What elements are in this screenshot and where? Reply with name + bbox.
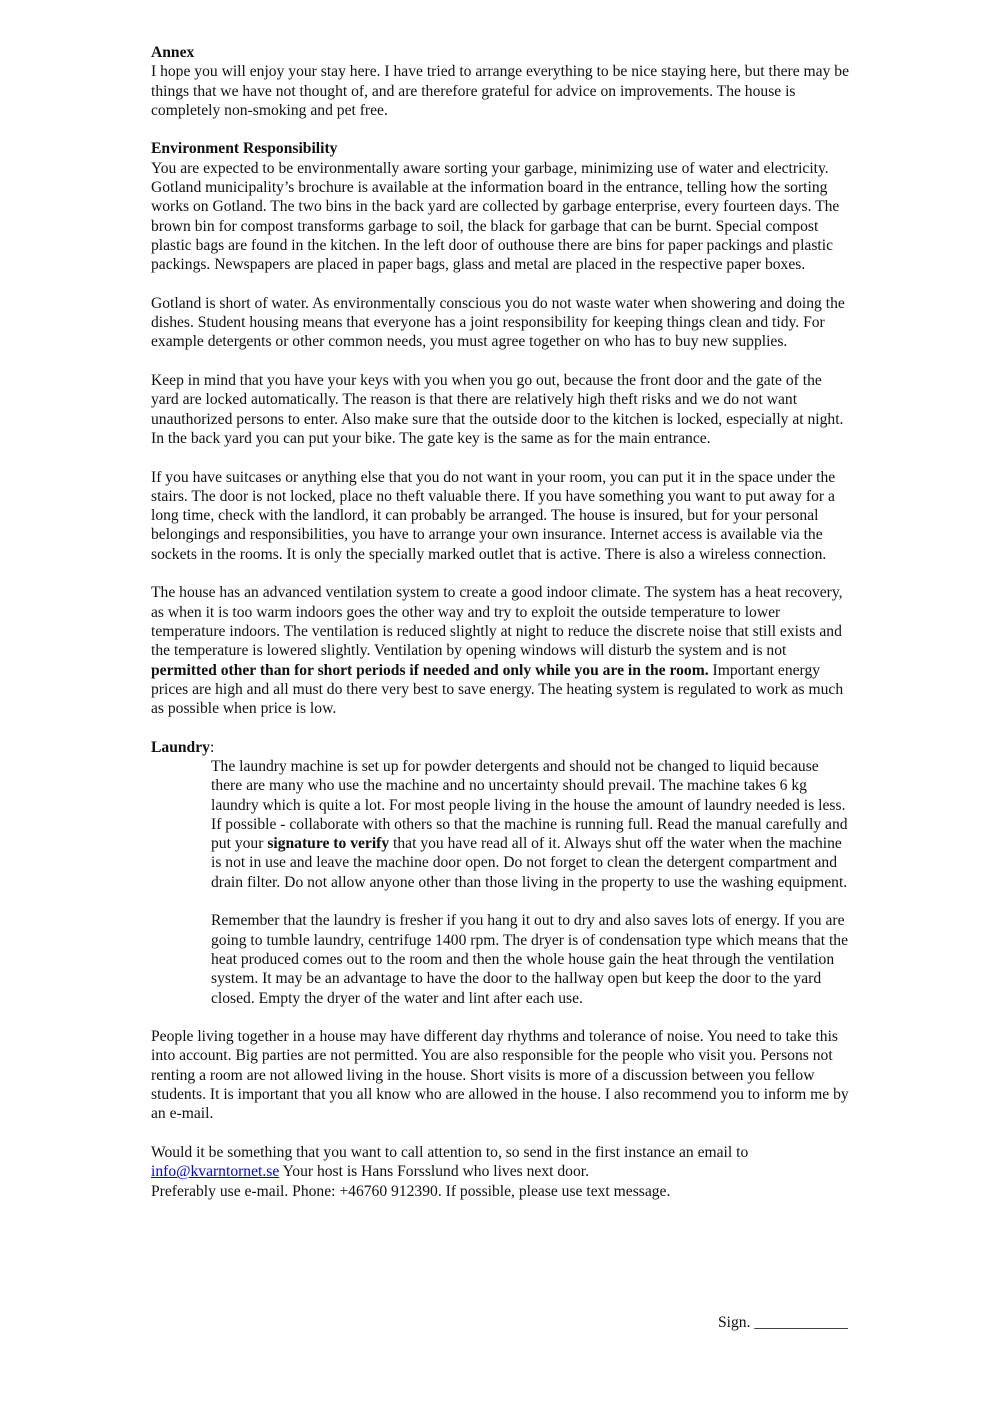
host-text: Your host is Hans Forsslund who lives next door.: [279, 1163, 589, 1181]
laundry-heading-colon: :: [209, 738, 215, 756]
email-link[interactable]: info@kvarntornet.se: [151, 1163, 280, 1181]
laundry-text-start: The laundry machine is set up for powder detergents and should not be changed to liquid because there are many who use the machine and no uncertainty should prevail. The machine takes 6 kg laundry which is quite a lot. For most people living in the house the amount of laundry needed is less. If possible - collaborate with others so that the machine is running full. Read the manual carefully and put your: [211, 757, 848, 853]
ventilation-text-start: The house has an advanced ventilation system to create a good indoor climate. The system has a heat recovery, as when it is too warm indoors goes the other way and try to exploit the outside temperature to lower temperature indoors. The ventilation is reduced slightly at night to reduce the discrete noise that still exists and the temperature is lowered slightly. Ventilation by opening windows will disturb the system and is not: [151, 584, 843, 660]
environment-paragraph-ventilation: [151, 583, 851, 718]
signature-field: [718, 1314, 848, 1332]
environment-paragraph-water: Gotland is short of water. As environmentally conscious you do not waste water when showering and doing the dishes. Student housing means that everyone has a joint responsibility for keeping things clean and tidy. For example detergents or other common needs, you must agree together on who has to buy new supplies.: [151, 294, 845, 351]
ventilation-text-bold: permitted other than for short periods if needed and only while you are in the room.: [151, 661, 709, 679]
document-page: [151, 43, 851, 1201]
living-together-paragraph: People living together in a house may have different day rhythms and tolerance of noise. You need to take this into account. Big parties are not permitted. You are also responsible for the people who visit you. Persons not renting a room are not allowed living in the house. Short visits is more of a discussion between you fellow students. It is important that you all know who are allowed in the house. I also recommend you to inform me by an e-mail.: [151, 1028, 849, 1123]
laundry-text-end: that you have read all of it. Always shut off the water when the machine is not in use and leave the machine door open. Do not forget to clean the detergent compartment and drain filter. Do not allow anyone other than those living in the property to use the washing equipment.: [211, 835, 848, 891]
laundry-paragraph-dryer: Remember that the laundry is fresher if you hang it out to dry and also saves lots of energy. If you are going to tumble laundry, centrifuge 1400 rpm. The dryer is of condensation type which means that the heat produced comes out to the room and then the whole house gain the heat through the ventilation system. It may be an advantage to have the door to the hallway open but keep the door to the yard closed. Empty the dryer of the water and lint after each use.: [211, 912, 849, 1007]
sign-line: ____________: [754, 1314, 848, 1331]
ventilation-text-end: Important energy prices are high and all must do there very best to save energy. The heating system is regulated to work as much as possible when price is low.: [151, 661, 844, 718]
sign-label: Sign.: [718, 1314, 751, 1331]
laundry-paragraph-machine: [211, 757, 851, 892]
laundry-heading: Laundry: [151, 738, 210, 756]
environment-paragraph-storage: If you have suitcases or anything else that you do not want in your room, you can put it in the space under the stairs. The door is not locked, place no theft valuable there. If you have something you want to put away for a long time, check with the landlord, it can probably be arranged. The house is insured, but for your personal belongings and responsibilities, you have to arrange your own insurance. Internet access is available via the sockets in the rooms. It is only the specially marked outlet that is active. There is also a wireless connection.: [151, 468, 836, 563]
annex-heading: Annex: [151, 44, 195, 61]
environment-heading: Environment Responsibility: [151, 140, 338, 158]
environment-paragraph-garbage: You are expected to be environmentally aware sorting your garbage, minimizing use of water and electricity. Gotland municipality’s brochure is available at the information board in the entrance, telling how the sorting works on Gotland. The two bins in the back yard are collected by garbage enterprise, every fourteen days. The brown bin for compost transforms garbage to soil, the black for garbage that can be burnt. Special compost plastic bags are found in the kitchen. In the left door of outhouse there are bins for paper packings and plastic packings. Newspapers are placed in paper bags, glass and metal are placed in the respective paper boxes.: [151, 159, 840, 274]
contact-line-3: Preferably use e-mail. Phone: +46760 912390. If possible, please use text message.: [151, 1182, 671, 1200]
contact-block: [151, 1143, 851, 1201]
environment-paragraph-keys: Keep in mind that you have your keys with you when you go out, because the front door and the gate of the yard are locked automatically. The reason is that there are relatively high theft risks and we do not want unauthorized persons to enter. Also make sure that the outside door to the kitchen is locked, especially at night. In the back yard you can put your bike. The gate key is the same as for the main entrance.: [151, 372, 844, 447]
annex-paragraph: I hope you will enjoy your stay here. I have tried to arrange everything to be nice staying here, but there may be things that we have not thought of, and are therefore grateful for advice on improvements. The house is completely non-smoking and pet free.: [151, 63, 850, 119]
laundry-text-bold: signature to verify: [267, 835, 390, 853]
laundry-heading-line: [151, 738, 851, 757]
contact-line-1: Would it be something that you want to call attention to, so send in the first instance an email to: [151, 1143, 749, 1161]
contact-line-2: [151, 1162, 851, 1181]
